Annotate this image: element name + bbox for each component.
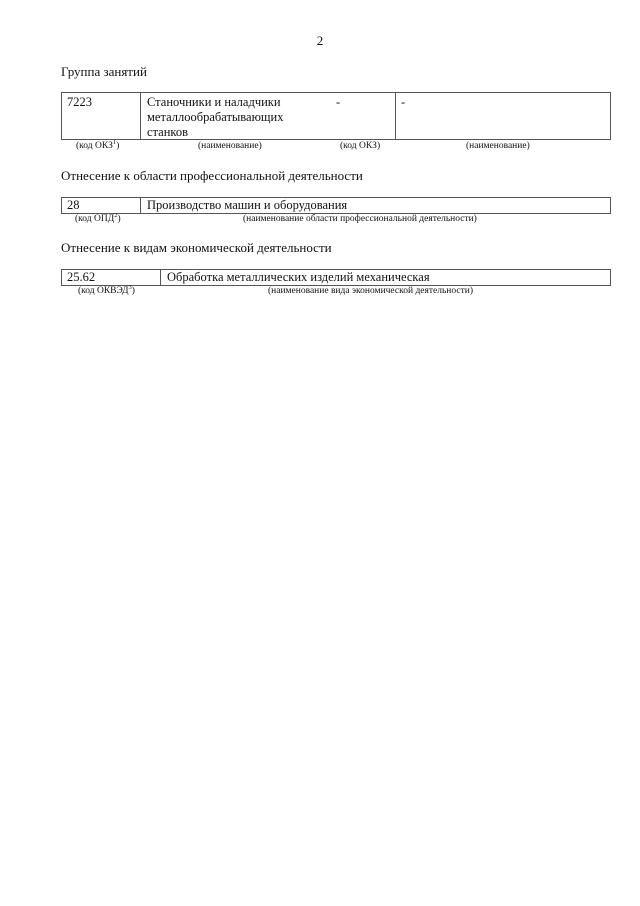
okz-name-line: станков	[147, 125, 188, 139]
okz-name-2-caption: (наименование)	[466, 141, 530, 151]
okved-name-cell: Обработка металлических изделий механическая	[167, 270, 430, 284]
economic-activity-heading: Отнесение к видам экономической деятельности	[61, 240, 332, 255]
okz-name-line: Станочники и наладчики	[147, 95, 281, 109]
okz-code-2-caption: (код ОКЗ)	[340, 141, 381, 151]
okz-code-cell: 7223	[67, 95, 92, 109]
footnote-ref: 1	[112, 138, 117, 146]
footnote-ref: 2	[114, 211, 118, 219]
opd-code-cell: 28	[67, 198, 80, 212]
okved-code-cell: 25.62	[67, 270, 96, 284]
opd-code-caption: (код ОПД$^2$)	[75, 211, 121, 224]
footnote-ref: 3	[128, 283, 132, 291]
okz-code-2-cell: -	[336, 95, 341, 109]
table-divider	[160, 269, 161, 286]
page-number: 2	[316, 33, 324, 48]
okz-name-caption: (наименование)	[198, 141, 262, 151]
okz-name-2-cell: -	[401, 95, 406, 109]
okved-code-caption: (код ОКВЭД$^3$)	[78, 283, 135, 296]
opd-name-caption: (наименование области профессиональной деятельности)	[243, 214, 477, 224]
opd-name-cell: Производство машин и оборудования	[147, 198, 348, 212]
okz-name-line: металлообрабатывающих	[147, 110, 284, 124]
table-divider	[140, 197, 141, 214]
table-divider	[395, 92, 396, 140]
okz-code-caption: (код ОКЗ$^1$)	[76, 138, 120, 151]
occupation-group-heading: Группа занятий	[61, 64, 147, 79]
okved-name-caption: (наименование вида экономической деятельности)	[268, 286, 473, 296]
professional-area-heading: Отнесение к области профессиональной деятельности	[61, 168, 363, 183]
table-divider	[140, 92, 141, 140]
okz-name-cell	[147, 95, 337, 140]
